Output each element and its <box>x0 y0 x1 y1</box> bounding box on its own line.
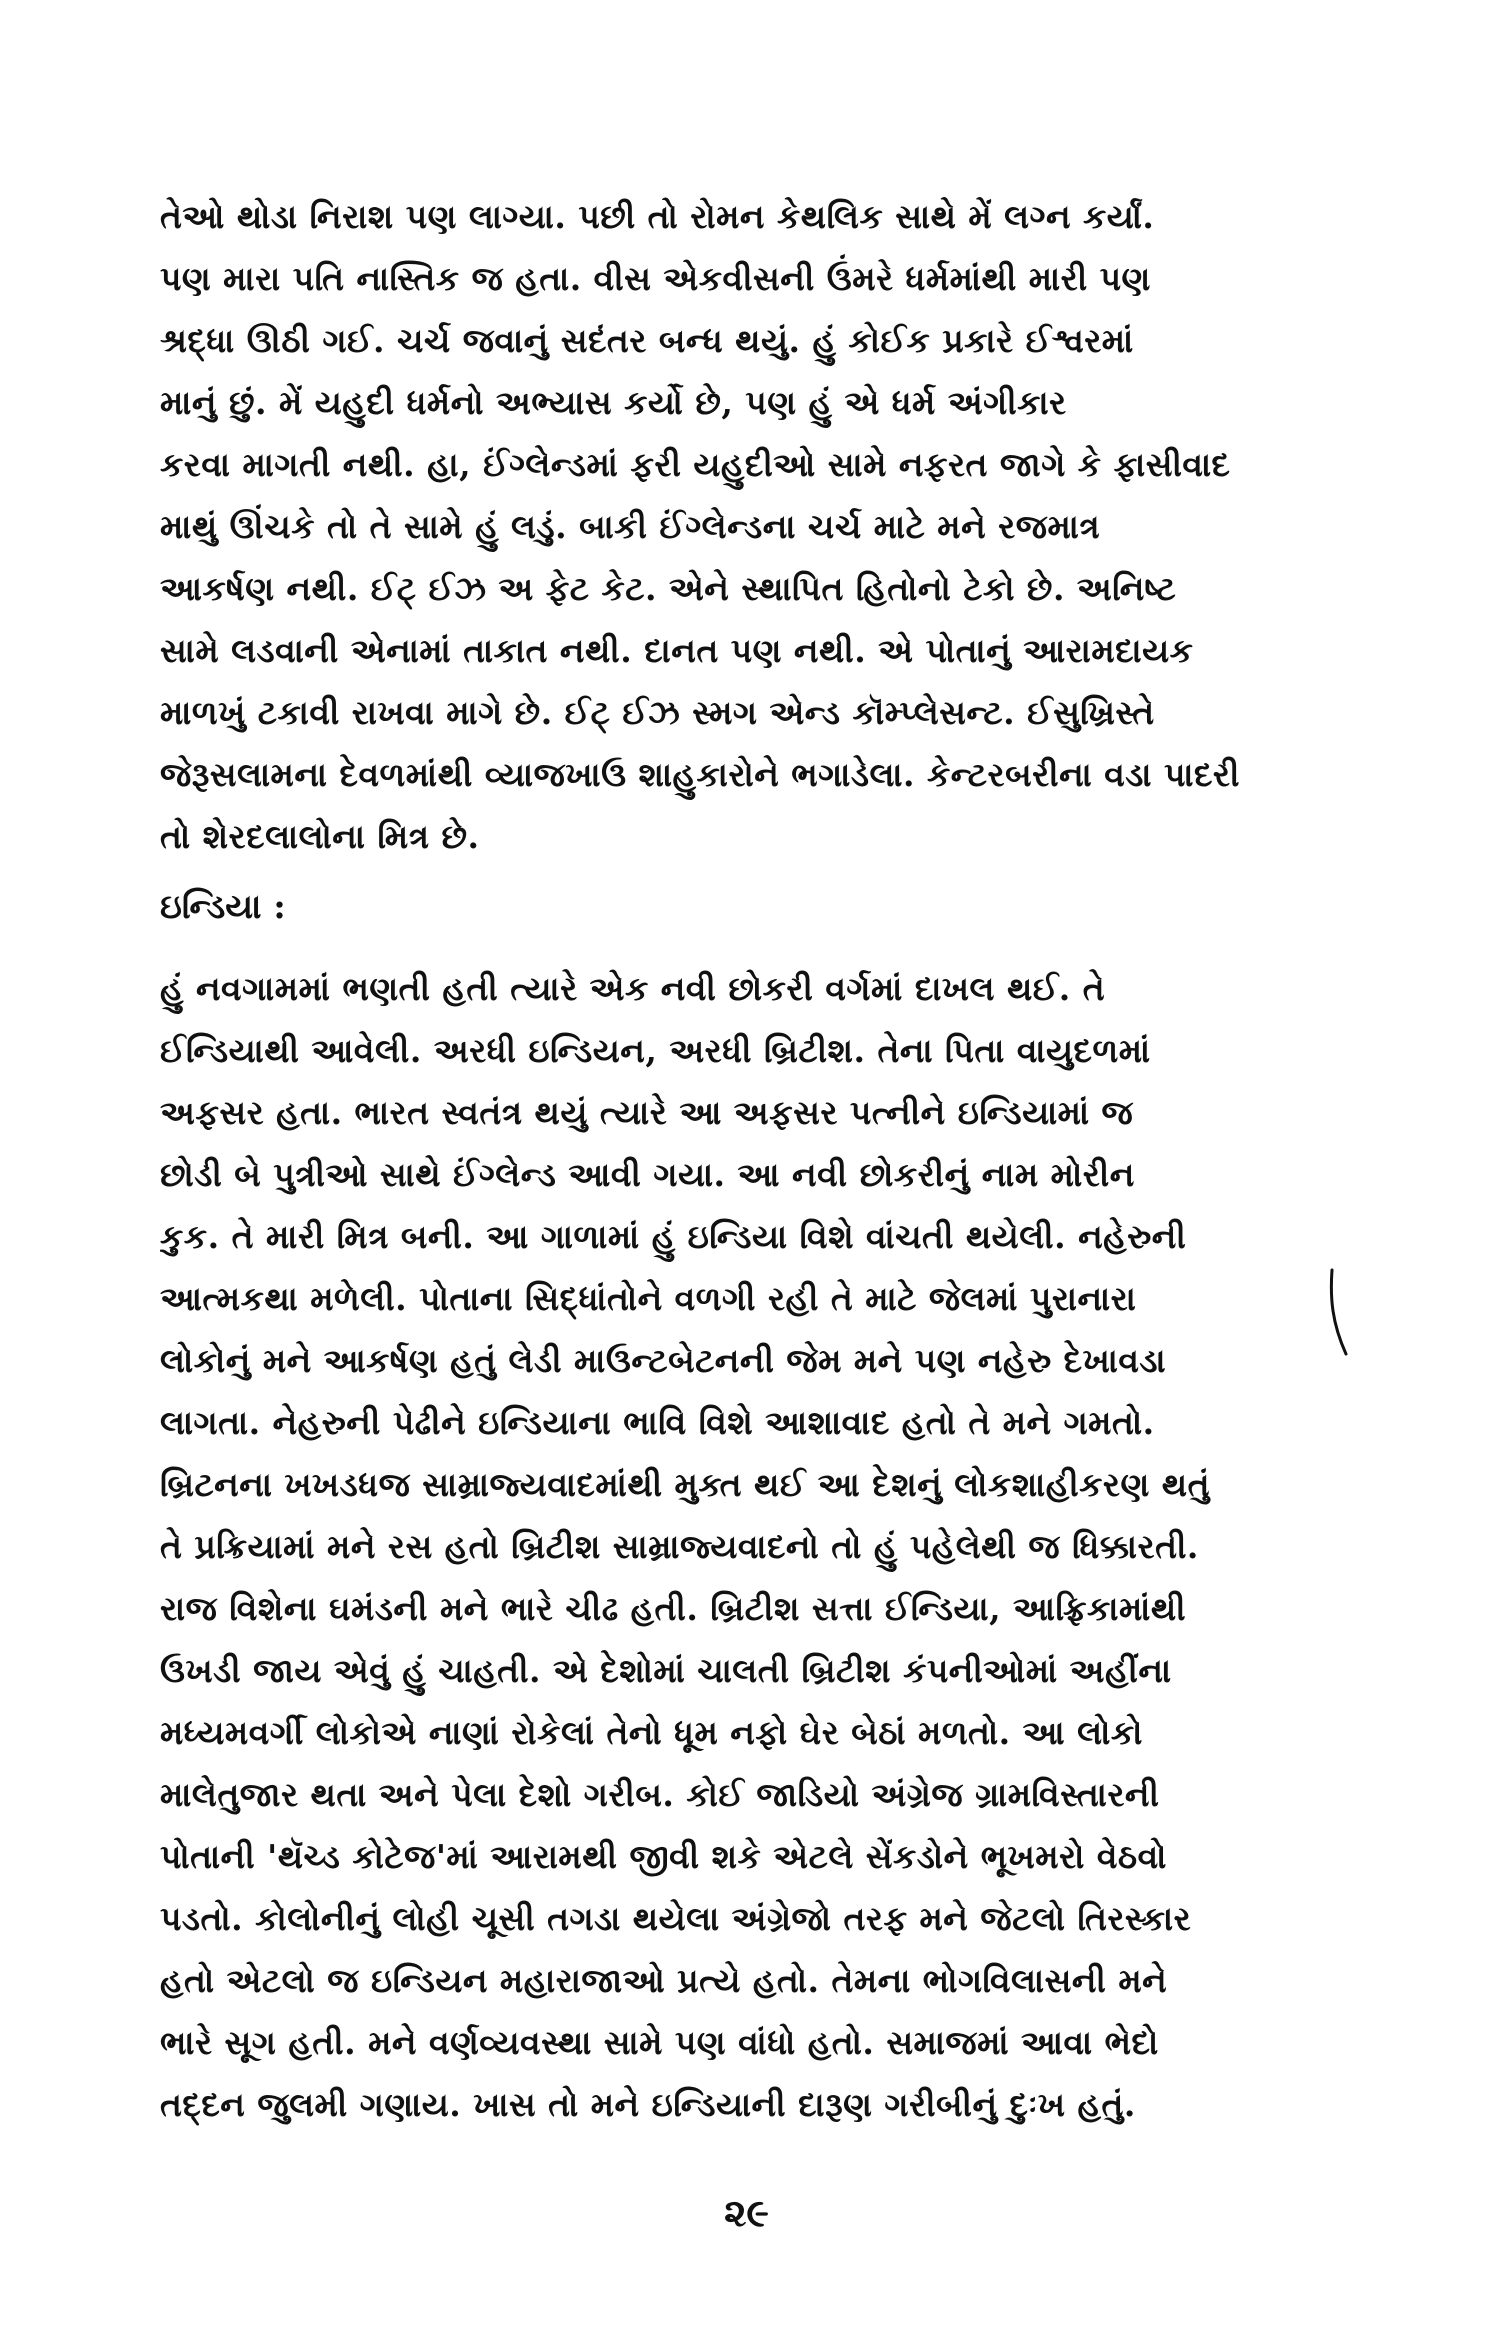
text-line: ભારે સૂગ હતી. મને વર્ણવ્યવસ્થા સામે પણ વાંધો હતો. સમાજમાં આવા ભેદો <box>160 2023 1159 2062</box>
text-line: તો શેરદલાલોના મિત્ર છે. <box>160 817 480 856</box>
text-line: છોડી બે પુત્રીઓ સાથે ઈંગ્લેન્ડ આવી ગયા. આ નવી છોકરીનું નામ મોરીન <box>160 1155 1135 1194</box>
text-line: કુક. તે મારી મિત્ર બની. આ ગાળામાં હું ઇન્ડિયા વિશે વાંચતી થયેલી. નહેરુની <box>160 1217 1187 1256</box>
text-line: તદ્દન જુલમી ગણાય. ખાસ તો મને ઇન્ડિયાની દારૂણ ગરીબીનું દુઃખ હતું. <box>160 2085 1136 2124</box>
text-line: તે પ્રક્રિયામાં મને રસ હતો બ્રિટીશ સામ્રાજ્યવાદનો તો હું પહેલેથી જ ધિક્કારતી. <box>160 1527 1199 1566</box>
text-line: બ્રિટનના ખખડધજ સામ્રાજ્યવાદમાંથી મુક્ત થઈ આ દેશનું લોકશાહીકરણ થતું <box>160 1465 1210 1504</box>
text-line: માળખું ટકાવી રાખવા માગે છે. ઈટ્ ઈઝ સ્મગ એન્ડ કૉમ્પ્લેસન્ટ. ઈસુખ્રિસ્તે <box>160 693 1155 732</box>
text-line: શ્રદ્ધા ઊઠી ગઈ. ચર્ચ જવાનું સદંતર બન્ધ થયું. હું કોઈક પ્રકારે ઈશ્વરમાં <box>160 321 1134 360</box>
text-line: ઈન્ડિયાથી આવેલી. અરધી ઇન્ડિયન, અરધી બ્રિટીશ. તેના પિતા વાયુદળમાં <box>160 1031 1151 1070</box>
text-line: લોકોનું મને આકર્ષણ હતું લેડી માઉન્ટબેટનની જેમ મને પણ નહેરુ દેખાવડા <box>160 1341 1167 1380</box>
section-heading: ઇન્ડિયા : <box>160 887 286 927</box>
text-line: માલેતુજાર થતા અને પેલા દેશો ગરીબ. કોઈ જાડિયો અંગ્રેજ ગ્રામવિસ્તારની <box>160 1775 1160 1814</box>
text-line: પણ મારા પતિ નાસ્તિક જ હતા. વીસ એકવીસની ઉંમરે ધર્મમાંથી મારી પણ <box>160 259 1151 298</box>
text-line: પડતો. કોલોનીનું લોહી ચૂસી તગડા થયેલા અંગ્રેજો તરફ મને જેટલો તિરસ્કાર <box>160 1899 1192 1938</box>
text-line: ઉખડી જાય એવું હું ચાહતી. એ દેશોમાં ચાલતી બ્રિટીશ કંપનીઓમાં અહીંના <box>160 1651 1172 1690</box>
text-line: રાજ વિશેના ઘમંડની મને ભારે ચીઢ હતી. બ્રિટીશ સત્તા ઈન્ડિયા, આફ્રિકામાંથી <box>160 1589 1187 1628</box>
margin-mark <box>1326 1268 1350 1358</box>
text-line: આકર્ષણ નથી. ઈટ્ ઈઝ અ ફેટ કેટ. એને સ્થાપિત હિતોનો ટેકો છે. અનિષ્ટ <box>160 569 1177 608</box>
text-line: મધ્યમવર્ગી લોકોએ નાણાં રોકેલાં તેનો ધૂમ નફો ઘેર બેઠાં મળતો. આ લોકો <box>160 1713 1143 1752</box>
text-line: માનું છું. મેં યહુદી ધર્મનો અભ્યાસ કર્યો છે, પણ હું એ ધર્મ અંગીકાર <box>160 383 1067 422</box>
text-line: અફસર હતા. ભારત સ્વતંત્ર થયું ત્યારે આ અફસર પત્નીને ઇન્ડિયામાં જ <box>160 1093 1134 1132</box>
page-number: ૨૯ <box>724 2190 769 2235</box>
text-line: સામે લડવાની એનામાં તાકાત નથી. દાનત પણ નથી. એ પોતાનું આરામદાયક <box>160 631 1194 670</box>
text-line: આત્મકથા મળેલી. પોતાના સિદ્ધાંતોને વળગી રહી તે માટે જેલમાં પુરાનારા <box>160 1279 1137 1318</box>
text-line: કરવા માગતી નથી. હા, ઈંગ્લેન્ડમાં ફરી યહુદીઓ સામે નફરત જાગે કે ફાસીવાદ <box>160 445 1231 484</box>
text-line: તેઓ થોડા નિરાશ પણ લાગ્યા. પછી તો રોમન કેથલિક સાથે મેં લગ્ન કર્યાં. <box>160 197 1155 236</box>
text-line: હતો એટલો જ ઇન્ડિયન મહારાજાઓ પ્રત્યે હતો. તેમના ભોગવિલાસની મને <box>160 1961 1168 2000</box>
text-line: લાગતા. નેહરુની પેઢીને ઇન્ડિયાના ભાવિ વિશે આશાવાદ હતો તે મને ગમતો. <box>160 1403 1155 1442</box>
text-line: માથું ઊંચકે તો તે સામે હું લડું. બાકી ઈંગ્લેન્ડના ચર્ચ માટે મને રજમાત્ર <box>160 507 1101 546</box>
text-line: પોતાની 'થૅચ્ડ કોટેજ'માં આરામથી જીવી શકે એટલે સેંકડોને ભૂખમરો વેઠવો <box>160 1837 1167 1876</box>
text-line: હું નવગામમાં ભણતી હતી ત્યારે એક નવી છોકરી વર્ગમાં દાખલ થઈ. તે <box>160 969 1106 1008</box>
text-line: જેરૂસલામના દેવળમાંથી વ્યાજખાઉ શાહુકારોને ભગાડેલા. કેન્ટરબરીના વડા પાદરી <box>160 755 1240 794</box>
